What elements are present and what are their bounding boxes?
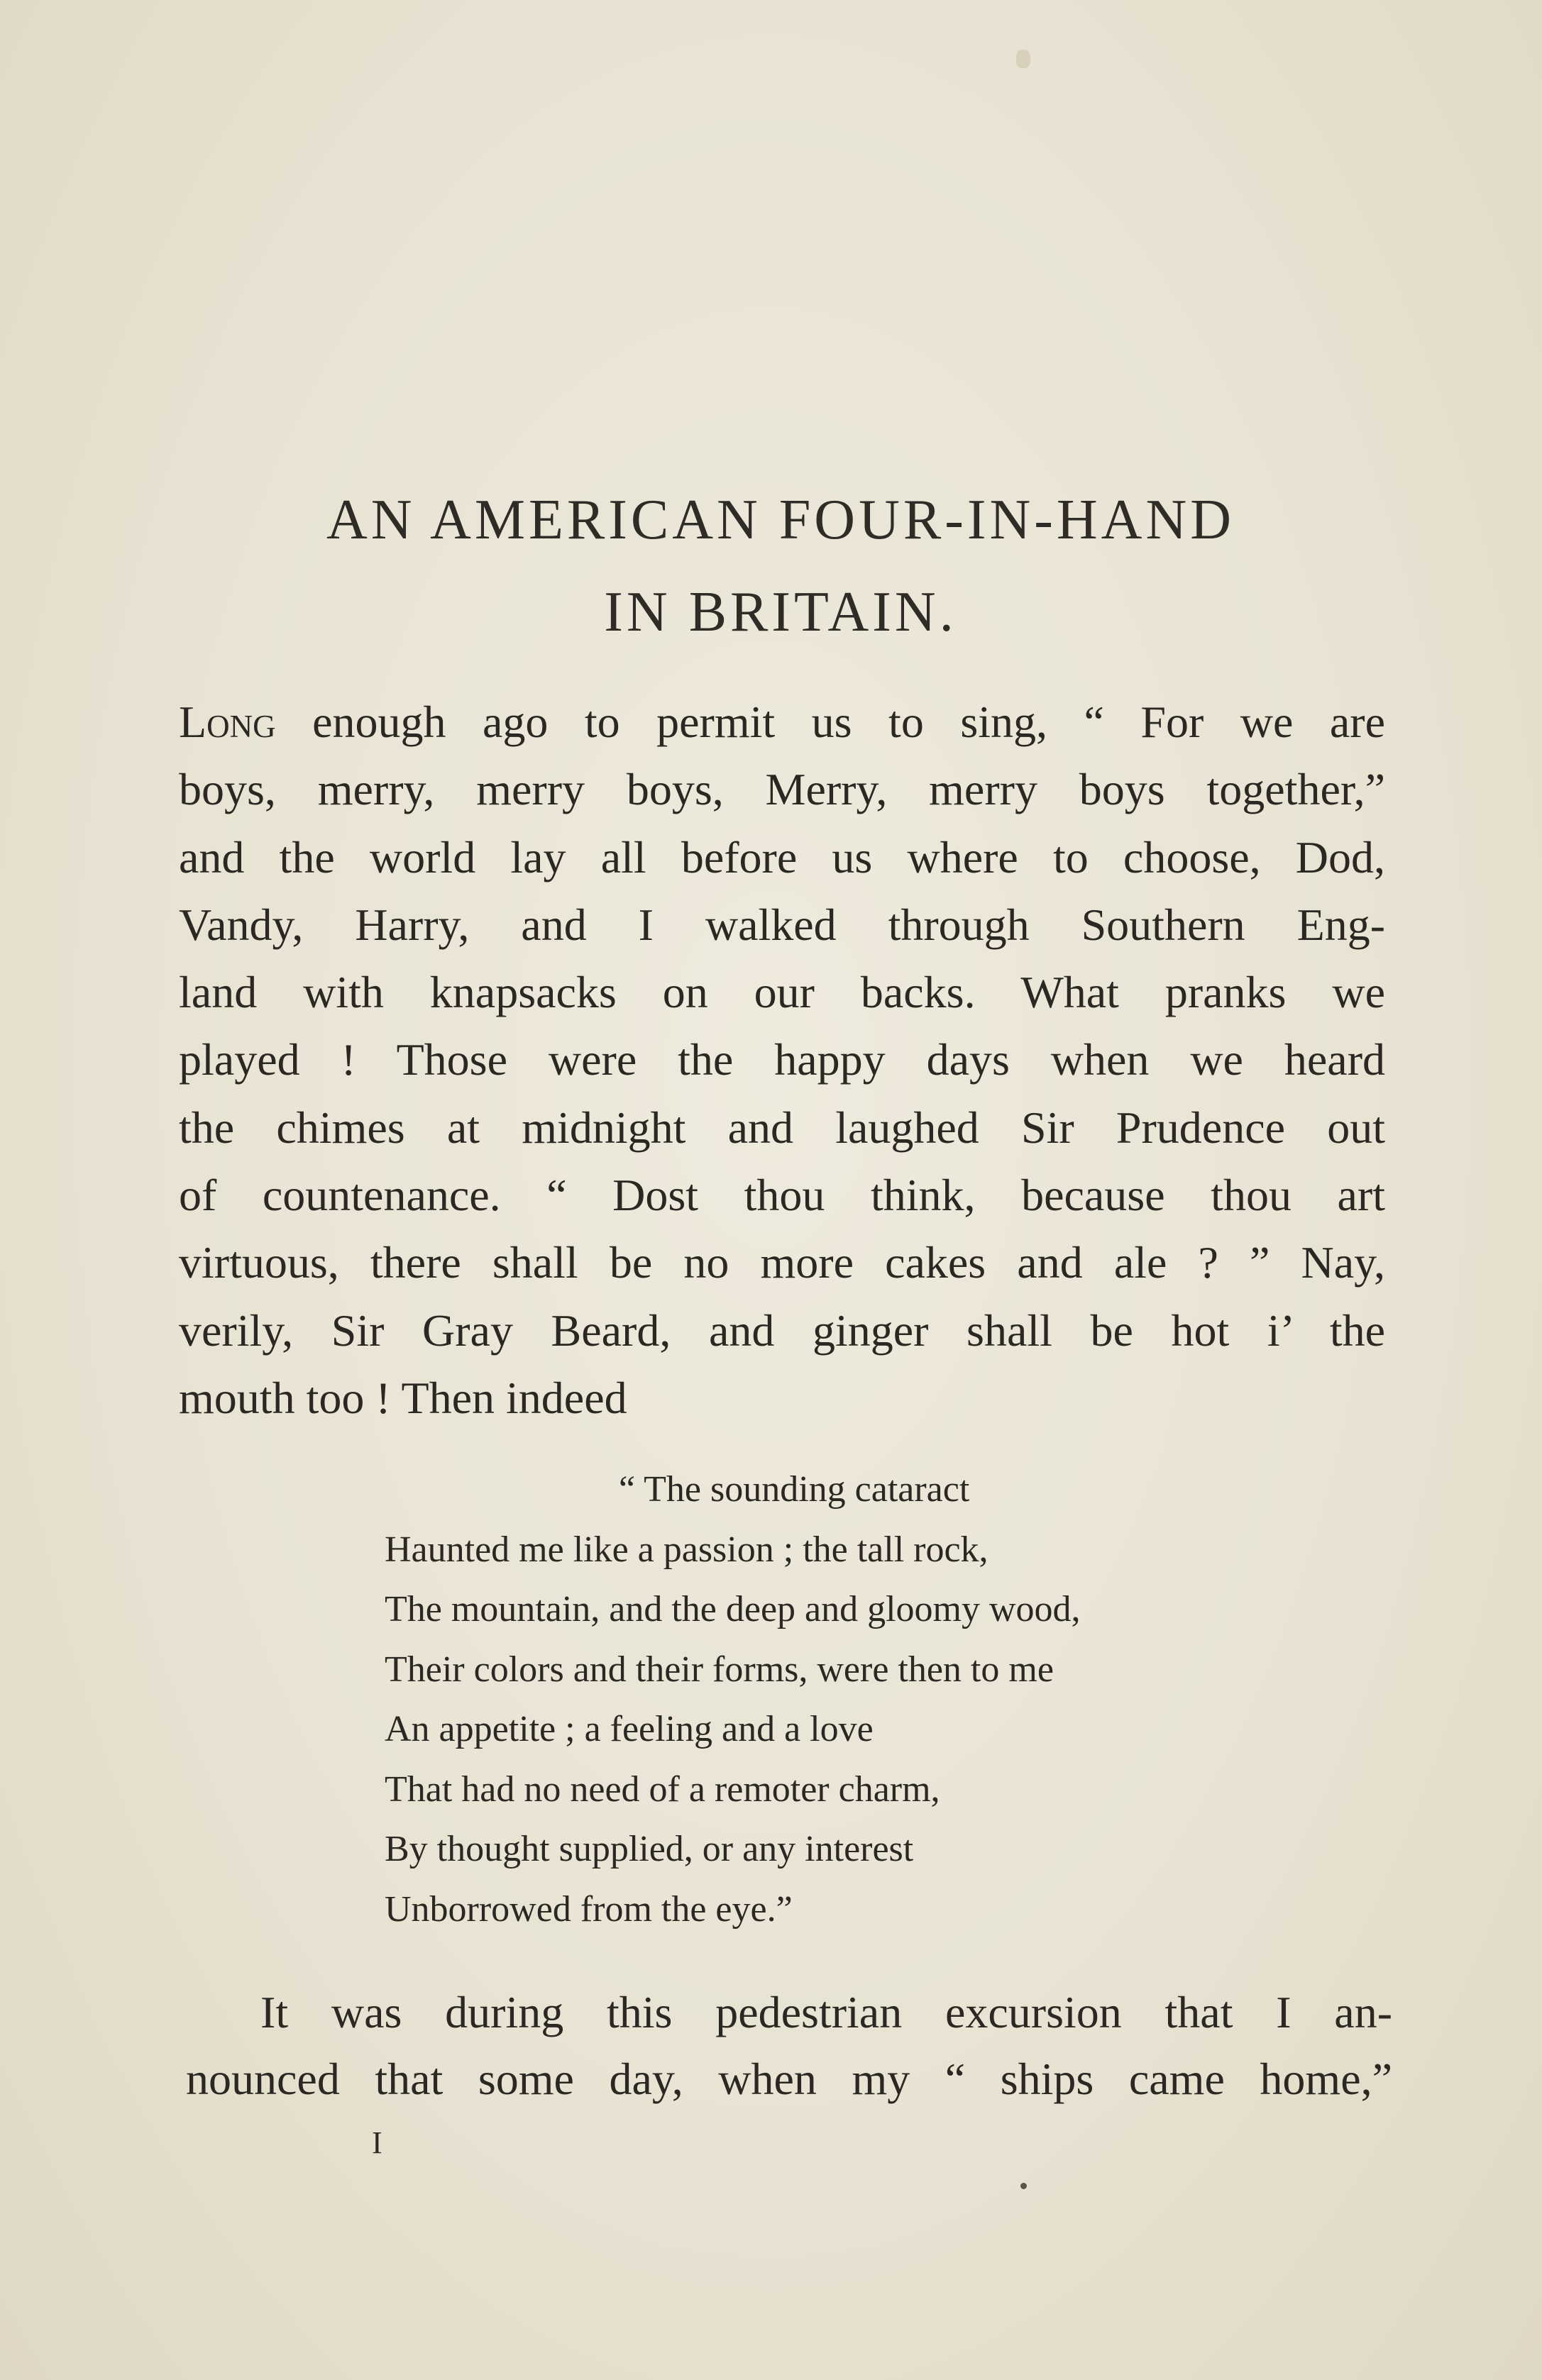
paragraph-line: land with knapsacks on our backs. What pranks we — [179, 967, 1385, 1018]
verse-line: That had no need of a remoter charm, — [385, 1769, 940, 1810]
ink-speck — [1020, 2183, 1027, 2189]
verse-line: Their colors and their forms, were then to me — [385, 1649, 1054, 1690]
paragraph-line: played ! Those were the happy days when we heard — [179, 1034, 1385, 1085]
paragraph-line: nounced that some day, when my “ ships came home,” — [186, 2054, 1392, 2104]
drop-word: Long — [179, 697, 276, 747]
paragraph-line: the chimes at midnight and laughed Sir Prudence out — [179, 1102, 1385, 1153]
paragraph-line: Long enough ago to permit us to sing, “ For we are — [179, 697, 1385, 747]
page-number: I — [372, 2125, 382, 2160]
verse-quotation — [385, 1460, 1307, 1939]
verse-line: By thought supplied, or any interest — [385, 1829, 914, 1869]
chapter-title-line-1: AN AMERICAN FOUR-IN-HAND — [326, 489, 1235, 551]
verse-line: The mountain, and the deep and gloomy wood, — [385, 1589, 1081, 1629]
paragraph-line: virtuous, there shall be no more cakes and ale ? ” Nay, — [179, 1237, 1385, 1288]
verse-line: Unborrowed from the eye.” — [385, 1888, 793, 1930]
paragraph-line: Vandy, Harry, and I walked through Southern Eng- — [179, 899, 1385, 950]
paragraph-line: and the world lay all before us where to choose, Dod, — [179, 831, 1385, 882]
verse-line: “ The sounding cataract — [619, 1469, 970, 1510]
paragraph-line: mouth too ! Then indeed — [179, 1372, 627, 1423]
paragraph-2 — [186, 1979, 1392, 2113]
paragraph-line: boys, merry, merry boys, Merry, merry boys together,” — [179, 764, 1385, 815]
paragraph-1 — [179, 688, 1385, 1432]
verse-line: An appetite ; a feeling and a love — [385, 1709, 874, 1749]
paragraph-line: verily, Sir Gray Beard, and ginger shall be hot i’ the — [179, 1305, 1385, 1356]
paper-blemish — [1016, 50, 1030, 68]
paragraph-line: It was during this pedestrian excursion that I an- — [260, 1987, 1392, 2037]
chapter-title-line-2: IN BRITAIN. — [604, 581, 957, 643]
paragraph-line: of countenance. “ Dost thou think, because thou art — [179, 1170, 1385, 1221]
verse-line: Haunted me like a passion ; the tall rock, — [385, 1529, 988, 1570]
